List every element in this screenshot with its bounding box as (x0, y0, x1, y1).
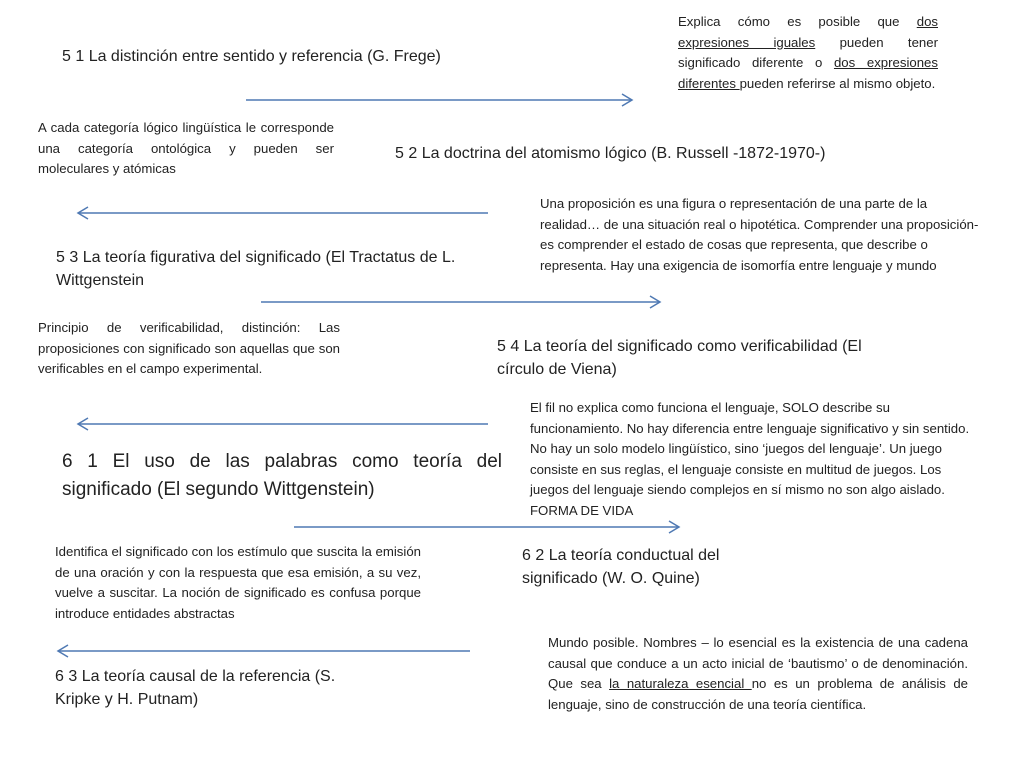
topic-tractatus: 5 3 La teoría figurativa del significado (El Tractatus de L. Wittgenstein (56, 249, 456, 289)
note-kripke-part1: Mundo posible. Nombres – lo esencial es la existencia de una cadena causal que conduce a un acto inicial de ‘bautismo’ o de denominación. Que sea (548, 635, 968, 691)
note-tractatus: Una proposición es una figura o representación de una parte de la realidad… de una situación real o hipotética. Comprender una proposición- es comprender el estado de cosas que representa, que describe o representa. Hay una exigencia de isomorfía entre lenguaje y mundo (540, 196, 979, 273)
arrow-6-left (58, 645, 470, 657)
note-frege-part2: pueden tener significado diferente o (678, 34, 938, 70)
note-frege (678, 12, 938, 94)
topic-kripke: 6 3 La teoría causal de la referencia (S. Kripke y H. Putnam) (55, 668, 336, 708)
topic-quine: 6 2 La teoría conductual del significado (W. O. Quine) (522, 547, 720, 587)
topic-frege: 5 1 La distinción entre sentido y referencia (G. Frege) (62, 48, 441, 65)
note-frege-part3: pueden referirse al mismo objeto. (739, 75, 936, 91)
note-frege-underline1: dos expresiones iguales (678, 14, 938, 50)
note-viena: Principio de verificabilidad, distinción: Las proposiciones con significado son aquellas que son verificables en el campo experimental. (38, 320, 340, 376)
note-wittgenstein2: El fil no explica como funciona el lenguaje, SOLO describe su funcionamiento. No hay diferencia entre lenguaje significativo y sin sentido. No hay un solo modelo lingüístico, sino ‘juegos del lenguaje’. Un juego consiste en sus reglas, el lenguaje consiste en multitud de juegos. Los juegos del lenguaje siendo complejos en sí mismo no son algo aislado. FORMA DE VIDA (530, 400, 970, 518)
arrow-3-right (261, 296, 660, 308)
topic-russell: 5 2 La doctrina del atomismo lógico (B. Russell -1872-1970-) (395, 145, 826, 162)
topic-viena: 5 4 La teoría del significado como verificabilidad (El círculo de Viena) (497, 338, 862, 378)
arrow-2-left (78, 207, 488, 219)
note-frege-part1: Explica cómo es posible que (678, 14, 917, 29)
arrow-4-left (78, 418, 488, 430)
topic-wittgenstein2: 6 1 El uso de las palabras como teoría del significado (El segundo Wittgenstein) (62, 451, 502, 500)
note-kripke-underline: la naturaleza esencial (609, 676, 752, 691)
note-kripke (548, 633, 968, 715)
note-kripke-part2: no es un problema de análisis de lenguaje, sino de construcción de una teoría científica. (548, 676, 969, 712)
note-frege-underline2: dos expresiones diferentes (678, 55, 938, 91)
arrow-5-right (294, 521, 679, 533)
note-russell: A cada categoría lógico lingüística le corresponde una categoría ontológica y pueden ser moleculares y atómicas (38, 120, 334, 176)
note-quine: Identifica el significado con los estímulo que suscita la emisión de una oración y con la respuesta que esa emisión, a su vez, vuelve a suscitar. La noción de significado es confusa porque introduce entidades abstractas (55, 544, 421, 621)
arrow-1-right (246, 94, 632, 106)
